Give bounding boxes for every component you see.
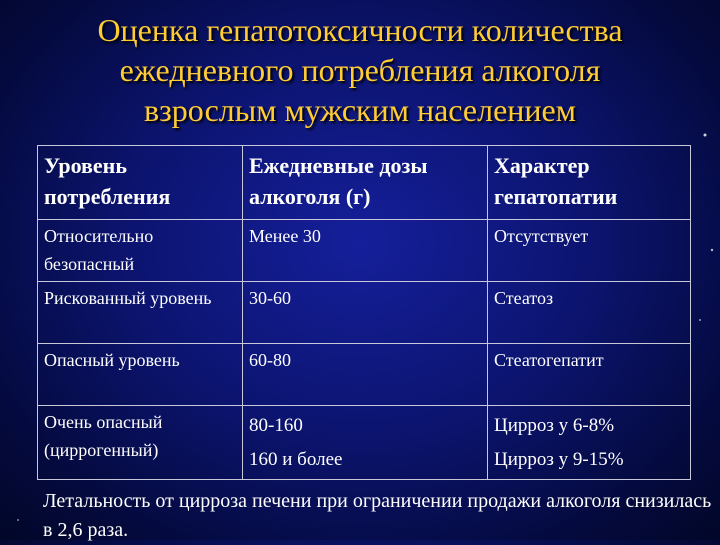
table-header-row [38,146,691,220]
table-row [38,344,691,406]
cell-pathology-line: Цирроз у 9-15% [494,449,624,470]
header-level: Уровень потребления [38,146,243,220]
cell-level: Относительно безопасный [38,220,243,282]
cell-dose: 30-60 [243,282,488,344]
cell-pathology-line: Цирроз у 6-8% [494,415,615,436]
cell-dose-line: 160 и более [249,449,343,470]
slide-title [0,10,720,130]
cell-pathology: Стеатогепатит [488,344,691,406]
hepatotoxicity-table [37,145,691,480]
header-pathology: Характер гепатопатии [488,146,691,220]
cell-pathology: Стеатоз [488,282,691,344]
cell-dose: Менее 30 [243,220,488,282]
table-row [38,282,691,344]
cell-level: Очень опасный (циррогенный) [38,406,243,480]
footnote-text: Летальность от цирроза печени при ограничении продажи алкоголя снизилась в 2,6 раза. [43,490,712,541]
title-line: взрослым мужским населением [144,92,576,128]
title-line: ежедневного потребления алкоголя [119,52,601,88]
cell-level: Опасный уровень [38,344,243,406]
cell-pathology: Отсутствует [488,220,691,282]
title-line: Оценка гепатотоксичности количества [97,12,623,48]
cell-dose: 60-80 [243,344,488,406]
table-row [38,406,691,480]
header-dose: Ежедневные дозы алкоголя (г) [243,146,488,220]
cell-pathology [488,406,691,480]
cell-dose [243,406,488,480]
table-row [38,220,691,282]
cell-level: Рискованный уровень [38,282,243,344]
cell-dose-line: 80-160 [249,415,303,436]
